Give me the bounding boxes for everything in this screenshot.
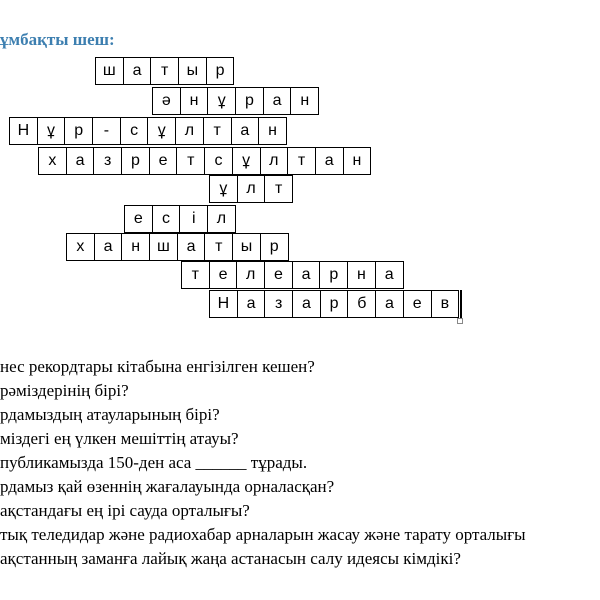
crossword-row <box>209 175 292 203</box>
text-cursor <box>460 290 462 319</box>
crossword-cell: а <box>123 57 152 85</box>
crossword-cell: т <box>203 117 232 145</box>
crossword-cell: - <box>92 117 121 145</box>
crossword-cell: а <box>292 290 321 318</box>
crossword-cell: н <box>258 117 287 145</box>
crossword-cell: л <box>237 175 266 203</box>
crossword-cell: а <box>315 147 344 175</box>
crossword-cell: л <box>236 261 265 289</box>
crossword-cell: ұ <box>37 117 66 145</box>
crossword-row <box>124 205 235 233</box>
question-item: нес рекордтары кітабына енгізілген кешен? <box>0 357 315 376</box>
crossword-cell: ұ <box>232 147 261 175</box>
crossword-cell: з <box>264 290 293 318</box>
crossword-cell: в <box>431 290 460 318</box>
crossword-cell: т <box>287 147 316 175</box>
crossword-cell: р <box>206 57 235 85</box>
question-item: ақстандағы ең ірі сауда орталығы? <box>0 501 250 520</box>
question-item: рдамыздың атауларының бірі? <box>0 405 220 424</box>
crossword-cell: а <box>237 290 266 318</box>
crossword-cell: х <box>38 147 67 175</box>
crossword-cell: а <box>375 290 404 318</box>
crossword-cell: е <box>149 147 178 175</box>
question-item: рәміздерінің бірі? <box>0 381 129 400</box>
crossword-row <box>9 117 286 145</box>
crossword-cell: х <box>66 233 95 261</box>
crossword-cell: ы <box>178 57 207 85</box>
crossword-cell: ш <box>95 57 124 85</box>
crossword-cell: т <box>176 147 205 175</box>
crossword-cell: т <box>264 175 293 203</box>
crossword-cell: л <box>207 205 236 233</box>
crossword-cell: р <box>319 261 348 289</box>
crossword-row <box>95 57 233 85</box>
resize-handle[interactable] <box>457 318 463 324</box>
crossword-cell: ә <box>152 87 181 115</box>
crossword-cell: т <box>150 57 179 85</box>
question-item: ақстанның заманға лайық жаңа астанасын салу идеясы кімдікі? <box>0 549 461 568</box>
crossword-cell: с <box>204 147 233 175</box>
crossword-cell: а <box>66 147 95 175</box>
crossword-cell: ұ <box>207 87 236 115</box>
question-item: міздегі ең үлкен мешіттің атауы? <box>0 429 239 448</box>
crossword-cell: б <box>347 290 376 318</box>
crossword-cell: н <box>343 147 372 175</box>
crossword-cell: н <box>121 233 150 261</box>
crossword-cell: а <box>177 233 206 261</box>
crossword-cell: а <box>231 117 260 145</box>
crossword-row <box>38 147 370 175</box>
crossword-cell: а <box>94 233 123 261</box>
crossword-cell: ұ <box>147 117 176 145</box>
crossword-cell: е <box>124 205 153 233</box>
crossword-cell: е <box>403 290 432 318</box>
crossword-cell: ұ <box>209 175 238 203</box>
crossword-row <box>152 87 318 115</box>
crossword-cell: н <box>180 87 209 115</box>
crossword-cell: р <box>121 147 150 175</box>
crossword-cell: а <box>263 87 292 115</box>
crossword-cell: а <box>292 261 321 289</box>
crossword-cell: і <box>179 205 208 233</box>
crossword-cell: р <box>235 87 264 115</box>
crossword-row <box>66 233 288 261</box>
crossword-cell: е <box>209 261 238 289</box>
crossword-cell: е <box>264 261 293 289</box>
question-list <box>0 355 526 571</box>
question-item: тық теледидар және радиохабар арналарын жасау және тарату орталығы <box>0 525 526 544</box>
crossword-cell: ы <box>232 233 261 261</box>
crossword-cell: р <box>320 290 349 318</box>
crossword-cell: а <box>375 261 404 289</box>
crossword-row <box>209 290 458 318</box>
crossword-row <box>181 261 403 289</box>
crossword-cell: н <box>347 261 376 289</box>
question-item: публикамызда 150-ден аса ______ тұрады. <box>0 453 308 472</box>
crossword-cell: р <box>64 117 93 145</box>
crossword-cell: с <box>120 117 149 145</box>
crossword-cell: ш <box>149 233 178 261</box>
crossword-cell: Н <box>9 117 38 145</box>
crossword-cell: з <box>93 147 122 175</box>
crossword-cell: т <box>181 261 210 289</box>
crossword-cell: л <box>175 117 204 145</box>
crossword-cell: Н <box>209 290 238 318</box>
puzzle-title: ұмбақты шеш: <box>0 30 115 49</box>
crossword-cell: н <box>290 87 319 115</box>
crossword-cell: р <box>260 233 289 261</box>
question-item: рдамыз қай өзеннің жағалауында орналасқан? <box>0 477 335 496</box>
crossword-cell: т <box>204 233 233 261</box>
crossword-cell: с <box>152 205 181 233</box>
crossword-cell: л <box>260 147 289 175</box>
